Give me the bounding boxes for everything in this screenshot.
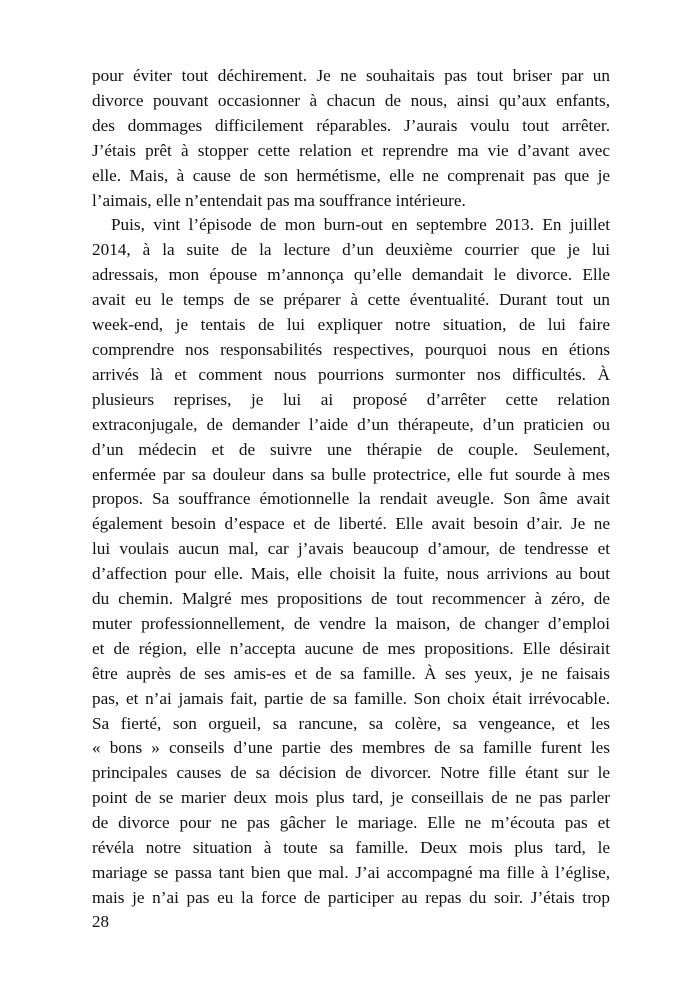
text-line: de divorce pour ne pas gâcher le mariage. Elle ne m’écouta pas et [92, 813, 610, 833]
text-line: du chemin. Malgré mes propositions de tout recommencer à zéro, de [92, 589, 610, 609]
text-line: principales causes de sa décision de divorcer. Notre fille étant sur le [92, 763, 610, 783]
text-line: comprendre nos responsabilités respectives, pourquoi nous en étions [92, 339, 610, 359]
text-line: J’étais prêt à stopper cette relation et reprendre ma vie d’avant avec [92, 140, 610, 160]
text-line: arrivés là et comment nous pourrions surmonter nos difficultés. À [92, 364, 610, 384]
text-line: révéla notre situation à toute sa famille. Deux mois plus tard, le [92, 838, 610, 858]
text-line: 2014, à la suite de la lecture d’un deuxième courrier que je lui [92, 240, 610, 260]
text-line: adressais, mon épouse m’annonça qu’elle demandait le divorce. Elle [92, 265, 610, 285]
page-number: 28 [92, 912, 109, 931]
text-line: Puis, vint l’épisode de mon burn-out en septembre 2013. En juillet [111, 215, 610, 235]
text-line: d’un médecin et de suivre une thérapie de couple. Seulement, [92, 439, 610, 459]
text-line: propos. Sa souffrance émotionnelle la rendait aveugle. Son âme avait [92, 489, 610, 509]
text-line: « bons » conseils d’une partie des membres de sa famille furent les [92, 738, 610, 758]
text-line: l’aimais, elle n’entendait pas ma souffrance intérieure. [92, 190, 466, 210]
text-line: elle. Mais, à cause de son hermétisme, elle ne comprenait pas que je [92, 165, 610, 185]
text-line: pas, et n’ai jamais fait, partie de sa famille. Son choix était irrévocable. [92, 688, 610, 708]
paragraph-1 [92, 64, 610, 213]
text-line: d’affection pour elle. Mais, elle choisit la fuite, nous arrivions au bout [92, 564, 610, 584]
text-line: mais je n’ai pas eu la force de participer au repas du soir. J’étais trop [92, 887, 610, 907]
text-line: lui voulais aucun mal, car j’avais beaucoup d’amour, de tendresse et [92, 539, 610, 559]
paragraph-2 [92, 213, 610, 910]
text-line: extraconjugale, de demander l’aide d’un thérapeute, d’un praticien ou [92, 414, 610, 434]
text-line: être auprès de ses amis-es et de sa famille. À ses yeux, je ne faisais [92, 663, 610, 683]
text-line: Sa fierté, son orgueil, sa rancune, sa colère, sa vengeance, et les [92, 713, 610, 733]
text-line: enfermée par sa douleur dans sa bulle protectrice, elle fut sourde à mes [92, 464, 610, 484]
text-line: week-end, je tentais de lui expliquer notre situation, de lui faire [92, 315, 610, 335]
text-line: et de région, elle n’accepta aucune de mes propositions. Elle désirait [92, 638, 610, 658]
text-line: muter professionnellement, de vendre la maison, de changer d’emploi [92, 613, 610, 633]
body-text [92, 64, 610, 911]
text-line: des dommages difficilement réparables. J’aurais voulu tout arrêter. [92, 115, 610, 135]
text-line: point de se marier deux mois plus tard, je conseillais de ne pas parler [92, 788, 610, 808]
text-line: pour éviter tout déchirement. Je ne souhaitais pas tout briser par un [92, 66, 610, 85]
text-line: divorce pouvant occasionner à chacun de nous, ainsi qu’aux enfants, [92, 90, 610, 110]
text-line: plusieurs reprises, je lui ai proposé d’arrêter cette relation [92, 389, 610, 409]
text-line: avait eu le temps de se préparer à cette éventualité. Durant tout un [92, 290, 610, 310]
text-line: mariage se passa tant bien que mal. J’ai accompagné ma fille à l’église, [92, 863, 610, 882]
text-line: également besoin d’espace et de liberté. Elle avait besoin d’air. Je ne [92, 514, 610, 534]
